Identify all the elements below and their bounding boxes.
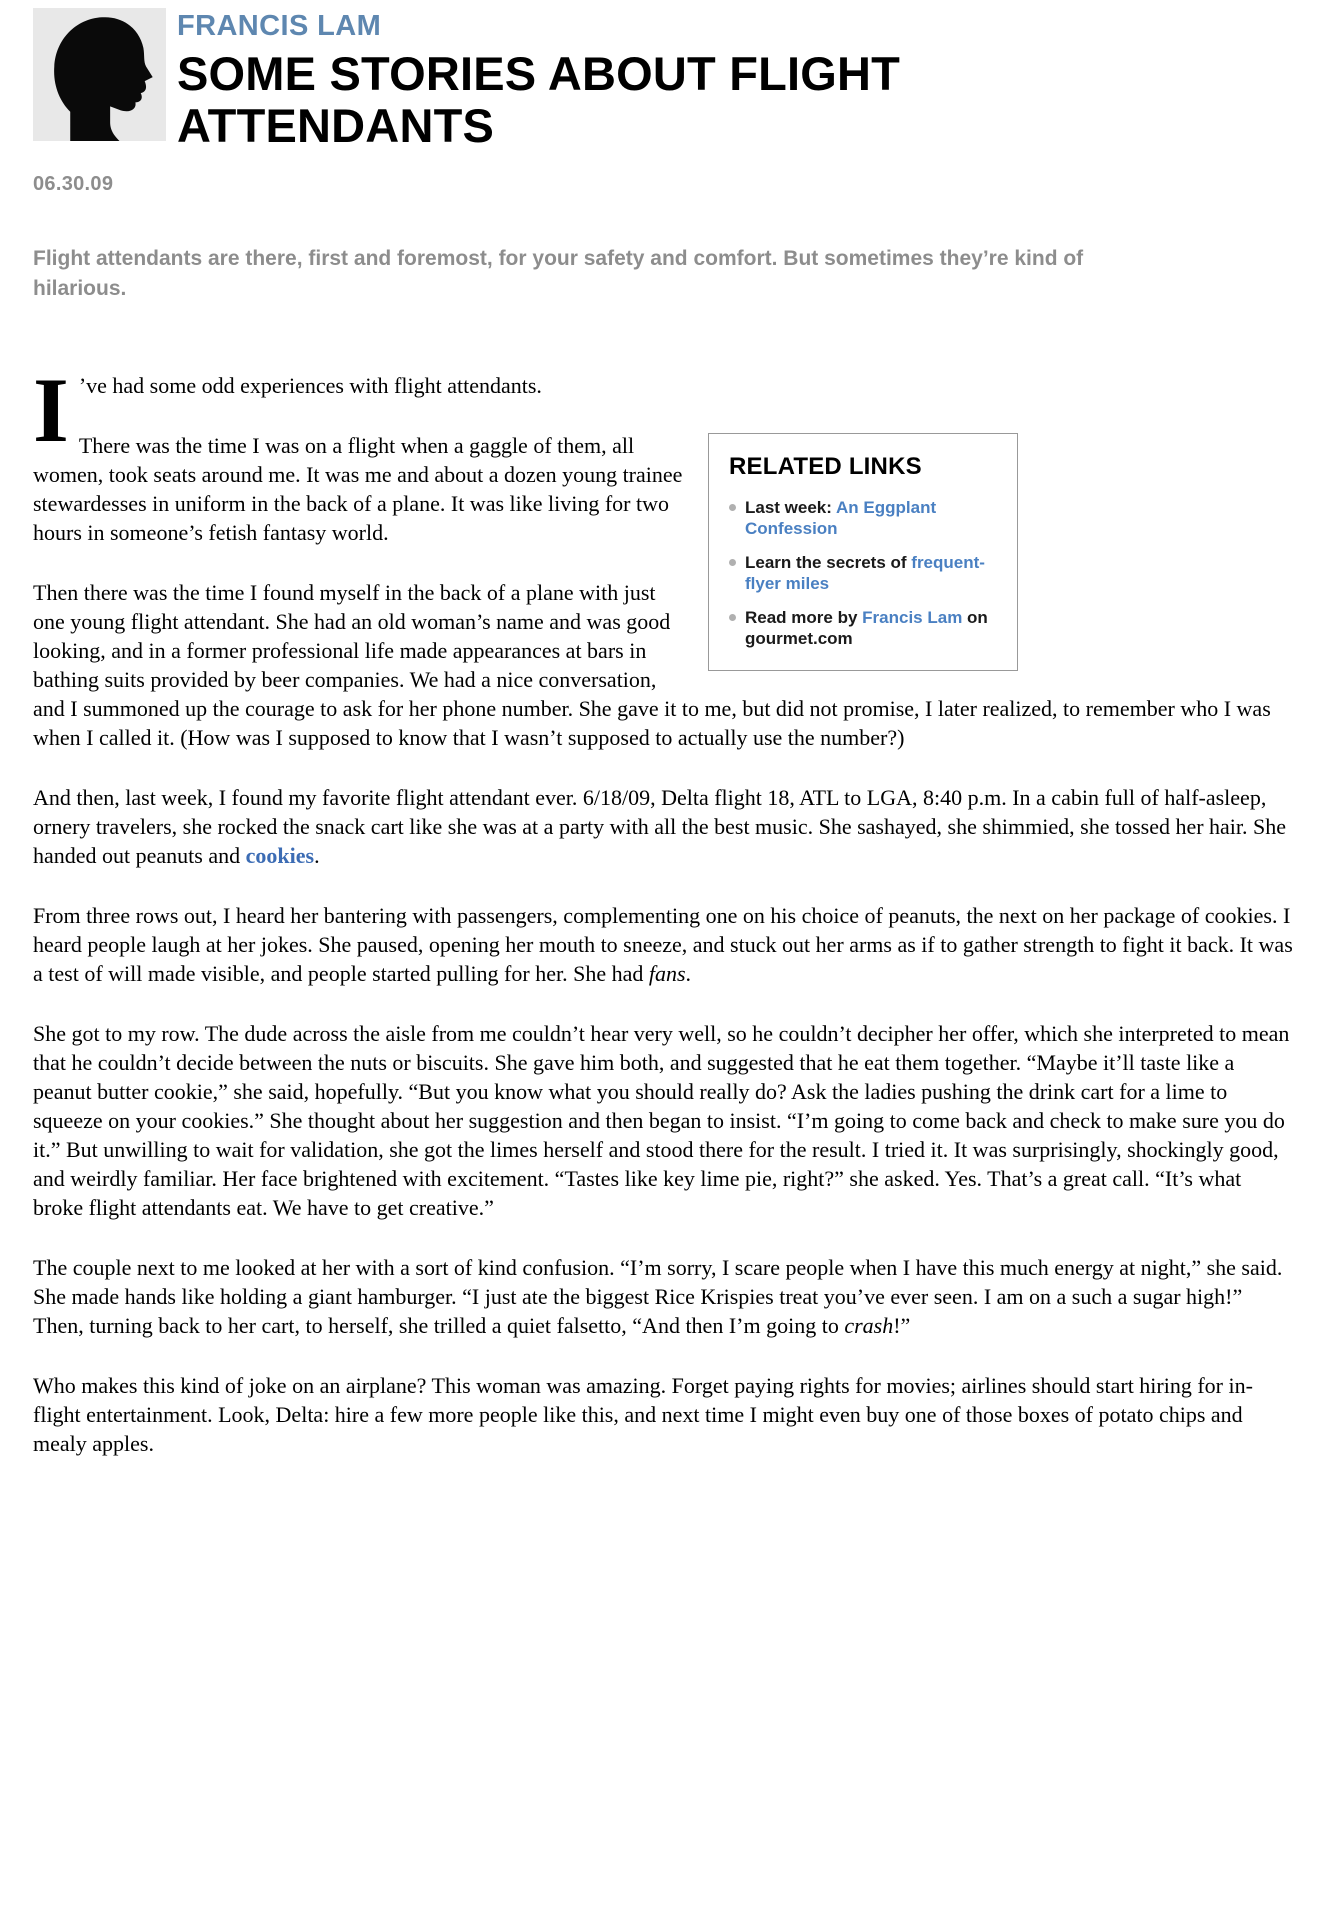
paragraph-5 <box>33 901 1295 988</box>
italic-crash: crash <box>844 1313 894 1339</box>
author-avatar <box>33 8 166 141</box>
paragraph-7-text: The couple next to me looked at her with a sort of kind confusion. “I’m sorry, I scare people when I have this much energy at night,” she said. She made hands like holding a giant hamburger. “I just ate the biggest Rice Krispies treat you’ve ever seen. I am on a such a sugar high!” Then, turning back to her cart, to herself, she trilled a quiet falsetto, “And then I’m going to <box>33 1255 1283 1339</box>
paragraph-2: There was the time I was on a flight when a gaggle of them, all women, took seats around me. It was me and about a dozen young trainee stewardesses in uniform in the back of a plane. It was like living for two hours in someone’s fetish fantasy world. <box>33 433 683 546</box>
paragraph-1-text: ’ve had some odd experiences with flight attendants. <box>78 373 542 399</box>
related-links-list <box>729 497 997 649</box>
related-item-label: Learn the secrets of <box>745 553 912 573</box>
bullet-icon <box>729 559 736 566</box>
bullet-icon <box>729 614 736 621</box>
italic-fans: fans <box>648 961 686 987</box>
related-link-frequent-flyer-miles[interactable]: frequent-flyer miles <box>745 553 985 594</box>
author-name-link[interactable]: FRANCIS LAM <box>177 10 382 42</box>
related-link-eggplant-confession[interactable]: An Eggplant Confession <box>745 498 937 539</box>
paragraph-4-text: And then, last week, I found my favorite flight attendant ever. 6/18/09, Delta flight 18, ATL to LGA, 8:40 p.m. In a cabin full of half-asleep, ornery travelers, she rocked the snack cart like she was at a party with all the best music. She sashayed, she shimmied, she tossed her hair. She handed out peanuts and <box>33 785 1287 869</box>
head-silhouette-icon <box>33 8 166 141</box>
paragraph-5-end: . <box>685 961 692 987</box>
masthead <box>33 8 1295 151</box>
paragraph-3: Then there was the time I found myself in the back of a plane with just one young flight attendant. She had an old woman’s name and was good looking, and in a former professional life made appearances at bars in bathing suits provided by beer companies. We had a nice conversation, and I summoned up the courage to ask for her phone number. She gave it to me, but did not promise, I later realized, to remember who I was when I called it. (How was I supposed to know that I wasn’t supposed to actually use the number?) <box>33 580 1271 751</box>
related-link-francis-lam[interactable]: Francis Lam <box>862 608 963 628</box>
related-link-item <box>729 552 997 594</box>
paragraph-1 <box>33 359 1295 462</box>
cookies-link[interactable]: cookies <box>245 843 315 869</box>
paragraph-5-text: From three rows out, I heard her bantering with passengers, complementing one on his choice of peanuts, the next on her package of cookies. I heard people laugh at her jokes. She paused, opening her mouth to sneeze, and stuck out her arms as if to gather strength to fight it back. It was a test of will made visible, and people started pulling for her. She had <box>33 903 1293 987</box>
deck-summary: Flight attendants are there, first and foremost, for your safety and comfort. But sometimes they’re kind of hilarious. <box>33 247 1084 300</box>
paragraph-4 <box>33 783 1295 870</box>
bullet-icon <box>729 504 736 511</box>
dropcap: I <box>33 359 69 462</box>
publish-date: 06.30.09 <box>33 173 114 196</box>
related-item-label: Last week: <box>745 498 837 518</box>
related-links-title: RELATED LINKS <box>729 453 922 481</box>
page-title: SOME STORIES ABOUT FLIGHT ATTENDANTS <box>177 47 901 152</box>
related-link-item <box>729 497 997 539</box>
related-link-item <box>729 607 997 649</box>
paragraph-7 <box>33 1253 1295 1340</box>
related-item-suffix: on gourmet.com <box>745 608 988 649</box>
masthead-text <box>177 8 977 151</box>
related-item-label: Read more by <box>745 608 863 628</box>
related-links-box <box>708 433 1018 671</box>
paragraph-8: Who makes this kind of joke on an airplane? This woman was amazing. Forget paying rights for movies; airlines should start hiring for in-flight entertainment. Look, Delta: hire a few more people like this, and next time I might even buy one of those boxes of potato chips and mealy apples. <box>33 1373 1253 1457</box>
paragraph-6: She got to my row. The dude across the aisle from me couldn’t hear very well, so he couldn’t decipher her offer, which she interpreted to mean that he couldn’t decide between the nuts or biscuits. She gave him both, and suggested that he eat them together. “Maybe it’ll taste like a peanut butter cookie,” she said, hopefully. “But you know what you should really do? Ask the ladies pushing the drink cart for a lime to squeeze on your cookies.” She thought about her suggestion and then began to insist. “I’m going to come back and check to make sure you do it.” But unwilling to wait for validation, she got the limes herself and stood there for the result. I tried it. It was surprisingly, shockingly good, and weirdly familiar. Her face brightened with excitement. “Tastes like key lime pie, right?” she asked. Yes. That’s a great call. “It’s what broke flight attendants eat. We have to get creative.” <box>33 1021 1290 1221</box>
paragraph-7-end: !” <box>893 1313 911 1339</box>
paragraph-4-end: . <box>314 843 320 869</box>
article-body <box>33 359 1295 1458</box>
